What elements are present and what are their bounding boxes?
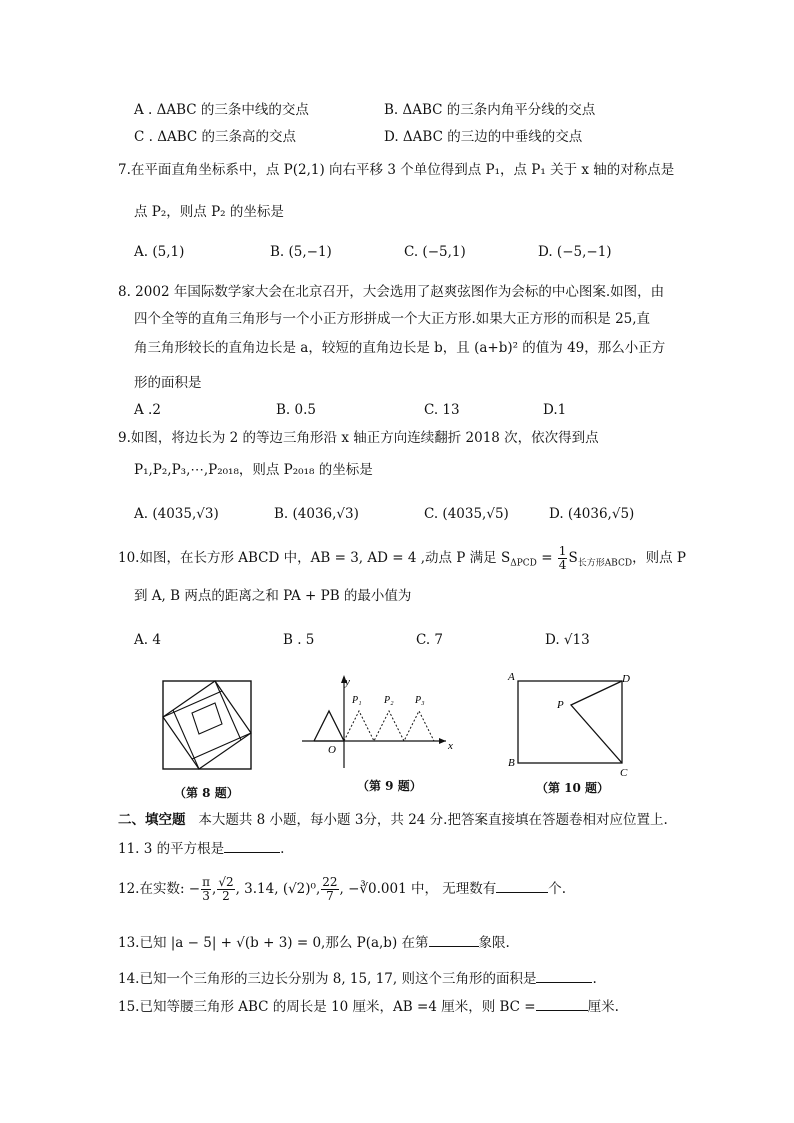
- q10-stem-line2: 到 A, B 两点的距离之和 PA + PB 的最小值为: [134, 588, 412, 604]
- q11: [118, 838, 284, 859]
- fig8-outer-square: [163, 681, 251, 769]
- q12-frac3-num: 22: [322, 875, 338, 889]
- q6-option-b: B. ΔABC 的三条内角平分线的交点: [384, 102, 596, 118]
- q8-stem-line4: 形的面积是: [134, 375, 202, 391]
- fig10-rectangle: [518, 681, 622, 763]
- q8-stem-line3: 角三角形较长的直角边长是 a，较短的直角边长是 b，且 (a+b)² 的值为 49，那么小正方: [134, 340, 666, 356]
- q14-stem: 14.已知一个三角形的三边长分别为 8, 15, 17, 则这个三角形的面积是: [118, 971, 537, 987]
- q12-tail: , −∛0.001 中， 无理数有: [339, 881, 497, 897]
- fig10-label-p: P: [557, 699, 564, 711]
- q6-option-c: C . ΔABC 的三条高的交点: [134, 129, 296, 145]
- q9-stem-line2: P₁,P₂,P₃,⋯,P₂₀₁₈，则点 P₂₀₁₈ 的坐标是: [134, 462, 373, 478]
- section-2-description: 本大题共 8 小题，每小题 3分，共 24 分.把答案直接填在答题卷相对应位置上.: [198, 812, 668, 828]
- q15-answer-blank[interactable]: [536, 996, 588, 1011]
- q10-option-a: A. 4: [134, 632, 161, 648]
- q10-option-d: D. √13: [545, 632, 590, 648]
- q12-end: 个.: [548, 881, 567, 897]
- q8-stem-line2: 四个全等的直角三角形与一个小正方形拼成一个大正方形.如果大正方形的而积是 25,直: [134, 311, 651, 327]
- q10-stem-part-b: ，则点 P: [632, 550, 686, 566]
- q9-stem-line1: 9.如图，将边长为 2 的等边三角形沿 x 轴正方向连续翻折 2018 次，依次得到点: [118, 430, 599, 446]
- q14-answer-blank[interactable]: [536, 968, 592, 983]
- q9-option-a: A. (4035,√3): [134, 506, 219, 522]
- q9-option-b: B. (4036,√3): [274, 506, 359, 522]
- fig9-label-y: y: [345, 676, 350, 688]
- figure-10-caption: （第 10 题）: [536, 781, 610, 795]
- q10-option-b: B . 5: [283, 632, 315, 648]
- fig10-label-b: B: [508, 757, 515, 769]
- q10-stem-part-a: 10.如图，在长方形 ABCD 中，AB = 3, AD = 4 ,动点 P 满足 S: [118, 550, 511, 566]
- q8-option-a: A .2: [134, 402, 161, 418]
- q7-option-b: B. (5,−1): [270, 244, 332, 260]
- q8-option-b: B. 0.5: [276, 402, 316, 418]
- figure-9-caption: （第 9 题）: [357, 779, 422, 793]
- fig9-label-p3: P₃: [415, 695, 425, 706]
- q9-option-c: C. (4035,√5): [424, 506, 509, 522]
- q15: [118, 996, 619, 1017]
- section-2-header: [118, 810, 668, 830]
- q6-option-a: A . ΔABC 的三条中线的交点: [134, 102, 309, 118]
- fig8-inner-tilted-square: [163, 681, 251, 769]
- q12-answer-blank[interactable]: [496, 878, 548, 893]
- q7-option-c: C. (−5,1): [404, 244, 466, 260]
- q12-frac2-den: 2: [222, 889, 230, 903]
- q8-option-c: C. 13: [424, 402, 460, 418]
- fig9-label-p2: P₂: [384, 695, 394, 706]
- fig10-label-c: C: [620, 767, 628, 778]
- q12-frac3-den: 7: [326, 889, 334, 903]
- q11-stem: 11. 3 的平方根是: [118, 841, 225, 857]
- figure-10-rectangle-diagram: [505, 668, 645, 778]
- q12-frac2-num: √2: [218, 875, 234, 889]
- q7-stem-line2: 点 P₂，则点 P₂ 的坐标是: [134, 204, 284, 220]
- q12: 12.在实数: − $\frac{\pi}{3}$ , $\frac{√2}{2}$ , 3.14, (√2)⁰, $\frac{22}{7}$ , −∛0.001 中， 无理数有 个.: [118, 875, 567, 903]
- q13-stem: 13.已知 |a − 5| + √(b + 3) = 0,那么 P(a,b) 在第: [118, 935, 429, 951]
- q12-frac-sqrt2-2: [217, 876, 234, 903]
- q11-answer-blank[interactable]: [224, 838, 280, 853]
- q14-end: .: [592, 971, 597, 987]
- q10-sub-rect: 长方形ABCD: [577, 558, 633, 569]
- q10-equals: =: [541, 550, 553, 566]
- fig9-solid-triangle: [314, 711, 344, 741]
- q6-option-d: D. ΔABC 的三边的中垂线的交点: [384, 129, 583, 145]
- fig10-label-d: D: [622, 673, 630, 685]
- q7-option-a: A. (5,1): [134, 244, 185, 260]
- fig9-dashed-flips: [344, 711, 434, 741]
- q12-frac1-num: π: [202, 875, 211, 889]
- q15-end: 厘米.: [587, 999, 619, 1015]
- q8-option-d: D.1: [543, 402, 567, 418]
- q12-frac-pi-3: [201, 876, 211, 903]
- q10-frac-num: 1: [558, 544, 567, 558]
- fig8-small-square: [192, 703, 222, 734]
- q10-s2: S: [568, 550, 578, 566]
- fig10-triangle-pcd: [571, 681, 622, 763]
- q8-stem-line1: 8. 2002 年国际数学家大会在北京召开，大会选用了赵爽弦图作为会标的中心图案.如图，由: [118, 284, 665, 300]
- q12-frac1-den: 3: [202, 889, 210, 903]
- q10-frac-den: 4: [558, 558, 567, 572]
- fig9-label-x: x: [448, 740, 453, 752]
- section-2-heading: 二、填空题: [118, 812, 186, 828]
- q12-pre: 12.在实数: −: [118, 881, 201, 897]
- q13-answer-blank[interactable]: [429, 932, 479, 947]
- q10-sub-pcd: ΔPCD: [510, 558, 537, 569]
- figure-9-triangle-flip-diagram: [298, 673, 458, 773]
- q10-option-c: C. 7: [416, 632, 444, 648]
- figure-8-zhao-shuang-diagram: [158, 678, 258, 778]
- q11-end: .: [280, 841, 285, 857]
- q14: [118, 968, 597, 989]
- fig10-label-a: A: [508, 671, 515, 683]
- q7-stem-line1: 7.在平面直角坐标系中，点 P(2,1) 向右平移 3 个单位得到点 P₁，点 P₁ 关于 x 轴的对称点是: [118, 162, 675, 178]
- q12-frac-22-7: [321, 876, 338, 903]
- q13: [118, 932, 510, 953]
- q9-option-d: D. (4036,√5): [549, 506, 635, 522]
- q7-option-d: D. (−5,−1): [538, 244, 612, 260]
- q15-stem: 15.已知等腰三角形 ABC 的周长是 10 厘米，AB =4 厘米，则 BC =: [118, 999, 536, 1015]
- figure-8-caption: （第 8 题）: [174, 786, 239, 800]
- q13-end: 象限.: [478, 935, 510, 951]
- q10-stem-line1: [118, 544, 686, 578]
- fig9-label-o: O: [328, 744, 336, 756]
- q10-fraction: [558, 545, 568, 572]
- fig9-label-p1: P₁: [352, 695, 362, 706]
- q12-mid: , 3.14, (√2)⁰,: [235, 881, 321, 897]
